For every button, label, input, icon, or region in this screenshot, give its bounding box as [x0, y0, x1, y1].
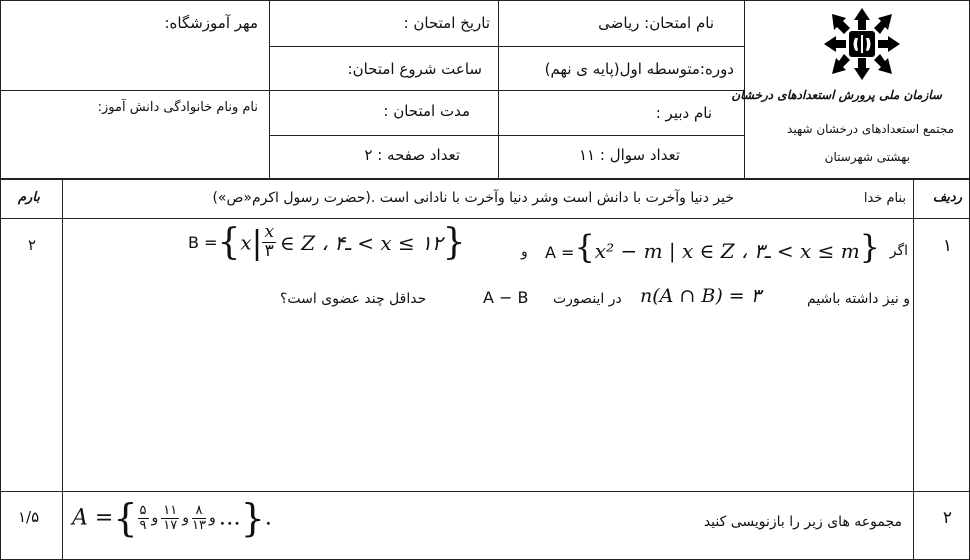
question-1-line2-post: حداقل چند عضوی است؟: [280, 291, 427, 307]
question-1-if: اگر: [889, 243, 908, 259]
q2-sep-2: و: [182, 510, 189, 526]
set-b-open-brace: {: [217, 222, 241, 263]
q2-fraction-1-den: ۹: [139, 517, 147, 533]
duration-label: مدت امتحان :: [383, 102, 470, 120]
intro-row-bottom-line: [0, 218, 970, 219]
q2-set-label: A =: [72, 505, 114, 531]
set-b-fraction-num: x: [264, 222, 275, 243]
q2-fraction-2-num: ۸: [192, 504, 206, 519]
q2-fraction-3: [161, 504, 179, 532]
start-time-label: ساعت شروع امتحان:: [347, 60, 482, 78]
question-1-number: ۱: [942, 236, 952, 256]
q1-row-bottom-line: [0, 491, 970, 492]
question-1-score: ۲: [28, 236, 37, 254]
question-1-set-b: [188, 222, 466, 263]
q2-fraction-2-den: ۱۳: [192, 517, 206, 533]
set-a-expression: x² − m | x ∈ Z ، ـ۳ < x ≤ m: [594, 239, 860, 263]
course-label: دوره:متوسطه اول(پایه ی نهم): [544, 60, 734, 78]
header-vline-2: [498, 0, 499, 178]
header-bottom-line: [0, 178, 970, 180]
set-a-open-brace: {: [574, 228, 595, 266]
teacher-label: نام دبیر :: [655, 104, 712, 122]
row-column-line: [913, 178, 914, 560]
q2-end-mark: .: [264, 505, 272, 531]
q2-fraction-3-den: ۱۷: [163, 517, 178, 533]
exam-name-label: نام امتحان: ریاضی: [598, 14, 714, 32]
set-b-fraction: [262, 224, 276, 261]
organization-name: سازمان ملی پرورش استعدادهای درخشان: [731, 88, 942, 102]
question-2-score: ۱/۵: [18, 508, 40, 526]
set-b-rest: ∈ Z ، ـ۴ < x ≤ ۱۲: [280, 230, 443, 255]
q2-open-brace: {: [113, 496, 138, 540]
set-b-label: B =: [188, 233, 218, 252]
header-hline-a: [0, 90, 269, 91]
header-hline-d: [269, 135, 744, 136]
question-2-text: مجموعه های زیر را بازنویسی کنید: [703, 514, 902, 530]
q2-sep-3: و: [151, 510, 159, 526]
question-2-number: ۲: [942, 508, 952, 528]
question-1-set-a: [545, 228, 880, 266]
question-1-set-diff: A − B: [483, 288, 529, 307]
set-b-close-brace: }: [442, 222, 466, 263]
question-1-condition: n(A ∩ B) = ۳: [640, 285, 761, 307]
set-b-fraction-den: ۳: [264, 241, 274, 261]
page-count-label: تعداد صفحه : ۲: [364, 146, 460, 164]
question-2-set: [72, 496, 272, 540]
intro-hadith: خیر دنیا وآخرت با دانش است وشر دنیا وآخرت با نادانی است .(حضرت رسول اکرم«ص»): [212, 190, 734, 206]
student-name-label: نام ونام خانوادگی دانش آموز:: [97, 100, 258, 115]
question-1-line2-mid: در اینصورت: [553, 291, 622, 307]
complex-name-line2: بهشتی شهرستان: [824, 150, 910, 164]
set-a-label: A =: [545, 243, 575, 262]
school-seal-label: مهر آموزشگاه:: [164, 14, 258, 32]
row-column-header: ردیف: [932, 190, 962, 205]
q2-fraction-3-num: ۱۱: [163, 502, 178, 518]
q2-sep-1: و: [208, 510, 216, 526]
q2-close-brace: }: [240, 496, 265, 540]
set-b-bar: |: [251, 223, 263, 262]
organization-logo: [822, 6, 902, 82]
score-column-line: [62, 178, 63, 560]
set-b-variable: x: [240, 230, 252, 255]
intro-bismillah: بنام خدا: [863, 191, 906, 206]
complex-name-line1: مجتمع استعدادهای درخشان شهید: [787, 122, 954, 136]
exam-date-label: تاریخ امتحان :: [403, 14, 490, 32]
set-a-close-brace: }: [859, 228, 881, 266]
question-count-label: تعداد سوال : ۱۱: [579, 146, 680, 164]
header-hline-c: [269, 90, 744, 91]
q2-fraction-2: [192, 504, 206, 532]
question-1-and: و: [521, 244, 528, 260]
header-vline-1: [269, 0, 270, 178]
question-1-line2-pre: و نیز داشته باشیم: [807, 291, 910, 307]
header-hline-b: [269, 46, 744, 47]
q2-ellipsis: …: [218, 505, 241, 531]
q2-fraction-1: [138, 504, 149, 532]
score-column-header: بارم: [18, 190, 40, 205]
q2-fraction-1-num: ۵: [139, 502, 147, 518]
